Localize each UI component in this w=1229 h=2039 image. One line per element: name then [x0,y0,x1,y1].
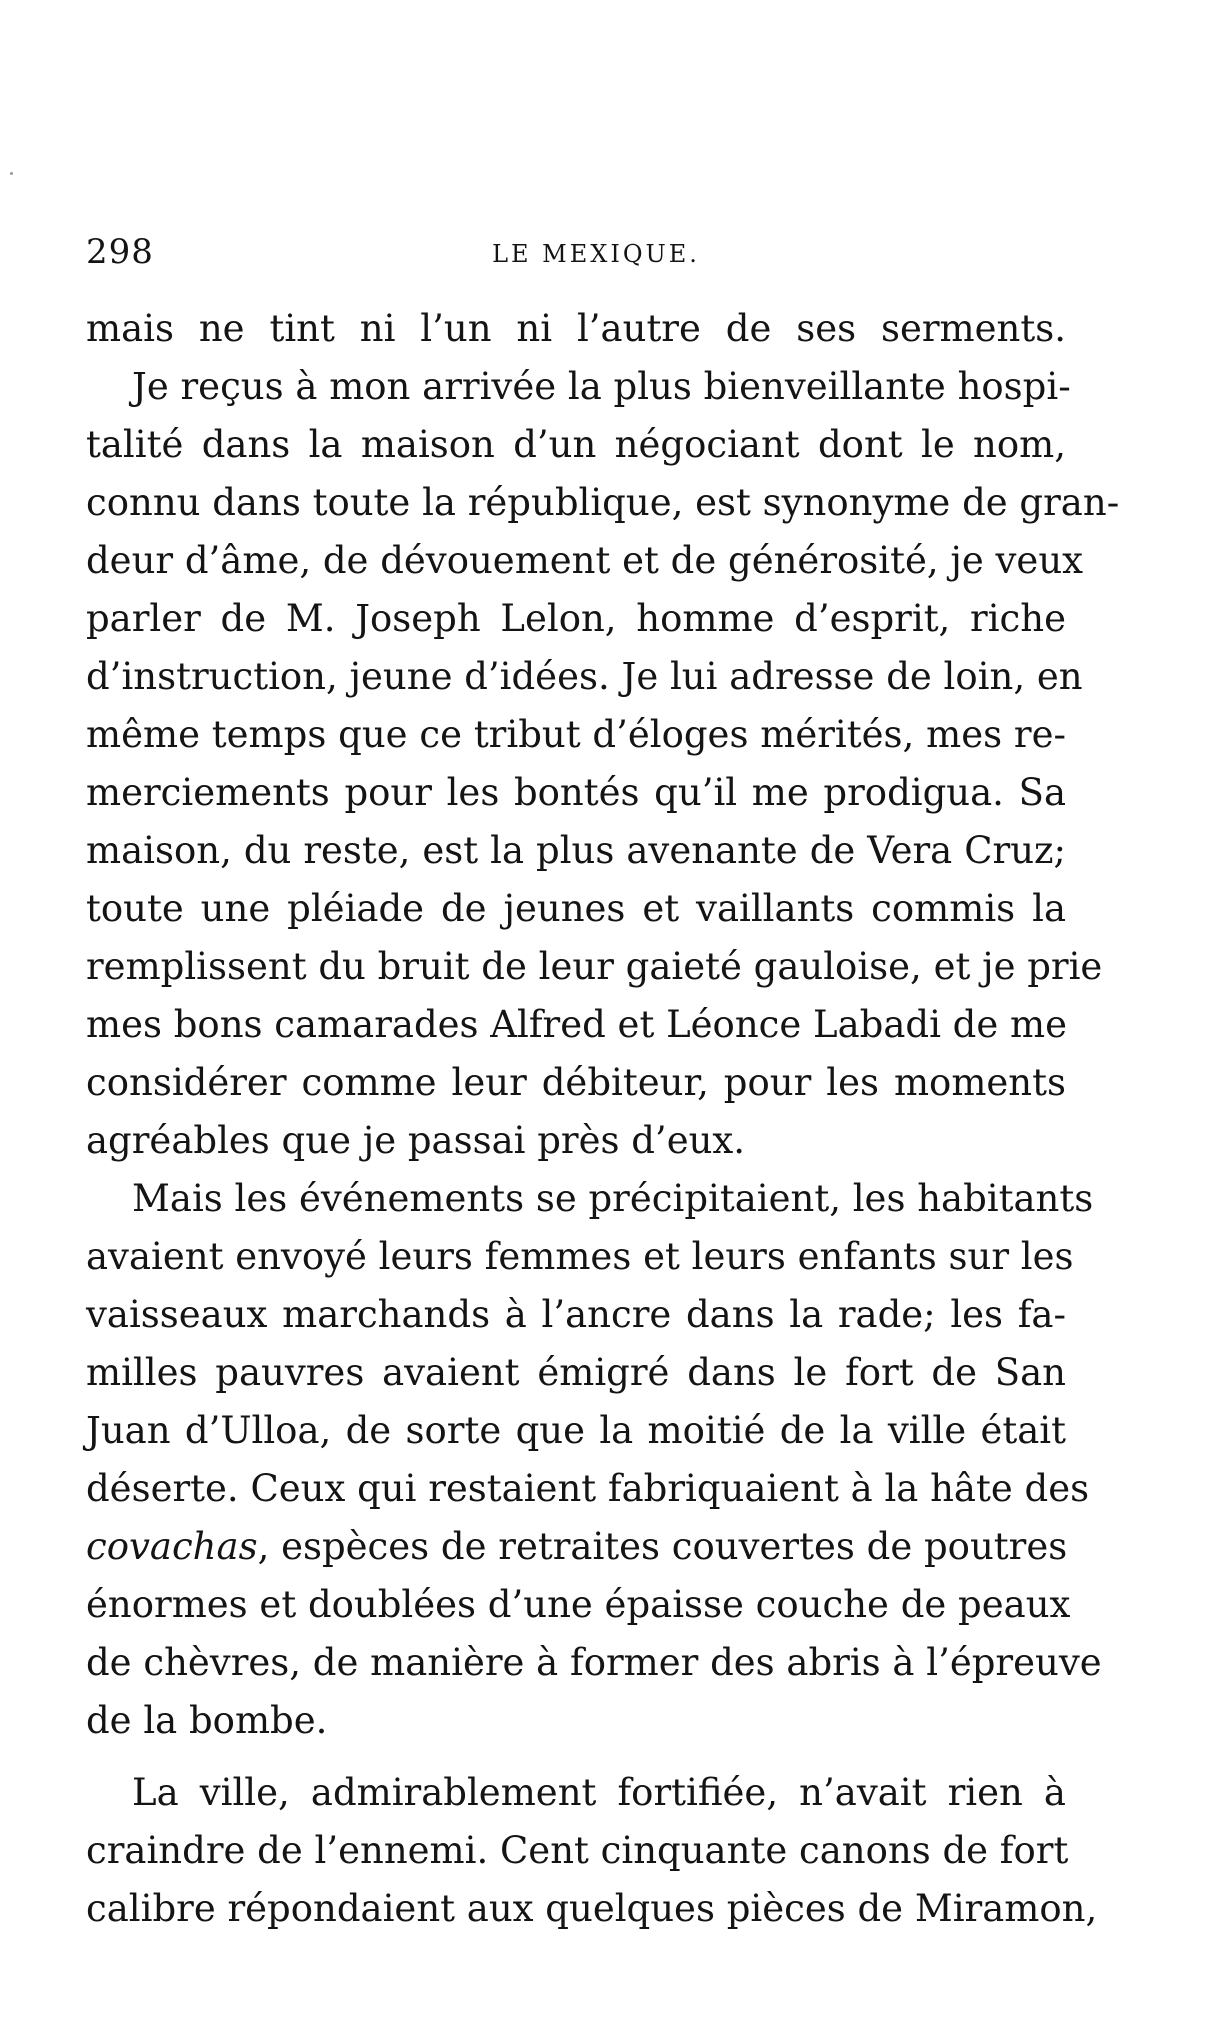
text-line: mes bons camarades Alfred et Léonce Labadi de me [86,1003,1068,1046]
text-line: calibre répondaient aux quelques pièces de Miramon, [86,1887,1098,1930]
text-line: Mais les événements se précipitaient, les habitants [132,1177,1094,1220]
text-line: connu dans toute la république, est synonyme de gran- [86,481,1120,524]
text-line: talité dans la maison d’un négociant dont le nom, [86,423,1066,466]
body-text [86,300,1120,1938]
text-line: de la bombe. [86,1699,328,1742]
text-line: covachas, espèces de retraites couvertes de poutres [86,1525,1068,1568]
text-line: Je reçus à mon arrivée la plus bienveillante hospi- [132,365,1071,408]
text-line: mais ne tint ni l’un ni l’autre de ses serments. [86,307,1066,350]
text-line: vaisseaux marchands à l’ancre dans la rade; les fa- [86,1293,1066,1336]
page-number: 298 [86,232,154,272]
text-line: craindre de l’ennemi. Cent cinquante canons de fort [86,1829,1069,1872]
text-line: milles pauvres avaient émigré dans le fort de San [86,1351,1066,1394]
print-speck [10,172,13,175]
text-line: même temps que ce tribut d’éloges mérités, mes re- [86,713,1066,756]
text-line: La ville, admirablement fortifiée, n’avait rien à [132,1771,1066,1814]
text-line: considérer comme leur débiteur, pour les moments [86,1061,1066,1104]
text-line: agréables que je passai près d’eux. [86,1119,746,1162]
paragraph-gap [86,1750,1066,1764]
text-line: deur d’âme, de dévouement et de générosité, je veux [86,539,1084,582]
page-header [86,232,1066,282]
text-line: déserte. Ceux qui restaient fabriquaient à la hâte des [86,1467,1090,1510]
text-line: de chèvres, de manière à former des abris à l’épreuve [86,1641,1102,1684]
text-line: remplissent du bruit de leur gaieté gauloise, et je prie [86,945,1103,988]
text-line: merciements pour les bontés qu’il me prodigua. Sa [86,771,1066,814]
running-title: LE MEXIQUE. [492,240,700,268]
text-line: toute une pléiade de jeunes et vaillants commis la [86,887,1066,930]
text-line: Juan d’Ulloa, de sorte que la moitié de la ville était [86,1409,1066,1452]
text-line: avaient envoyé leurs femmes et leurs enfants sur les [86,1235,1074,1278]
text-line: parler de M. Joseph Lelon, homme d’esprit, riche [86,597,1066,640]
italic-word: covachas [86,1525,258,1568]
text-line: énormes et doublées d’une épaisse couche de peaux [86,1583,1071,1626]
text-line: d’instruction, jeune d’idées. Je lui adresse de loin, en [86,655,1083,698]
text-line: maison, du reste, est la plus avenante de Vera Cruz; [86,829,1066,872]
